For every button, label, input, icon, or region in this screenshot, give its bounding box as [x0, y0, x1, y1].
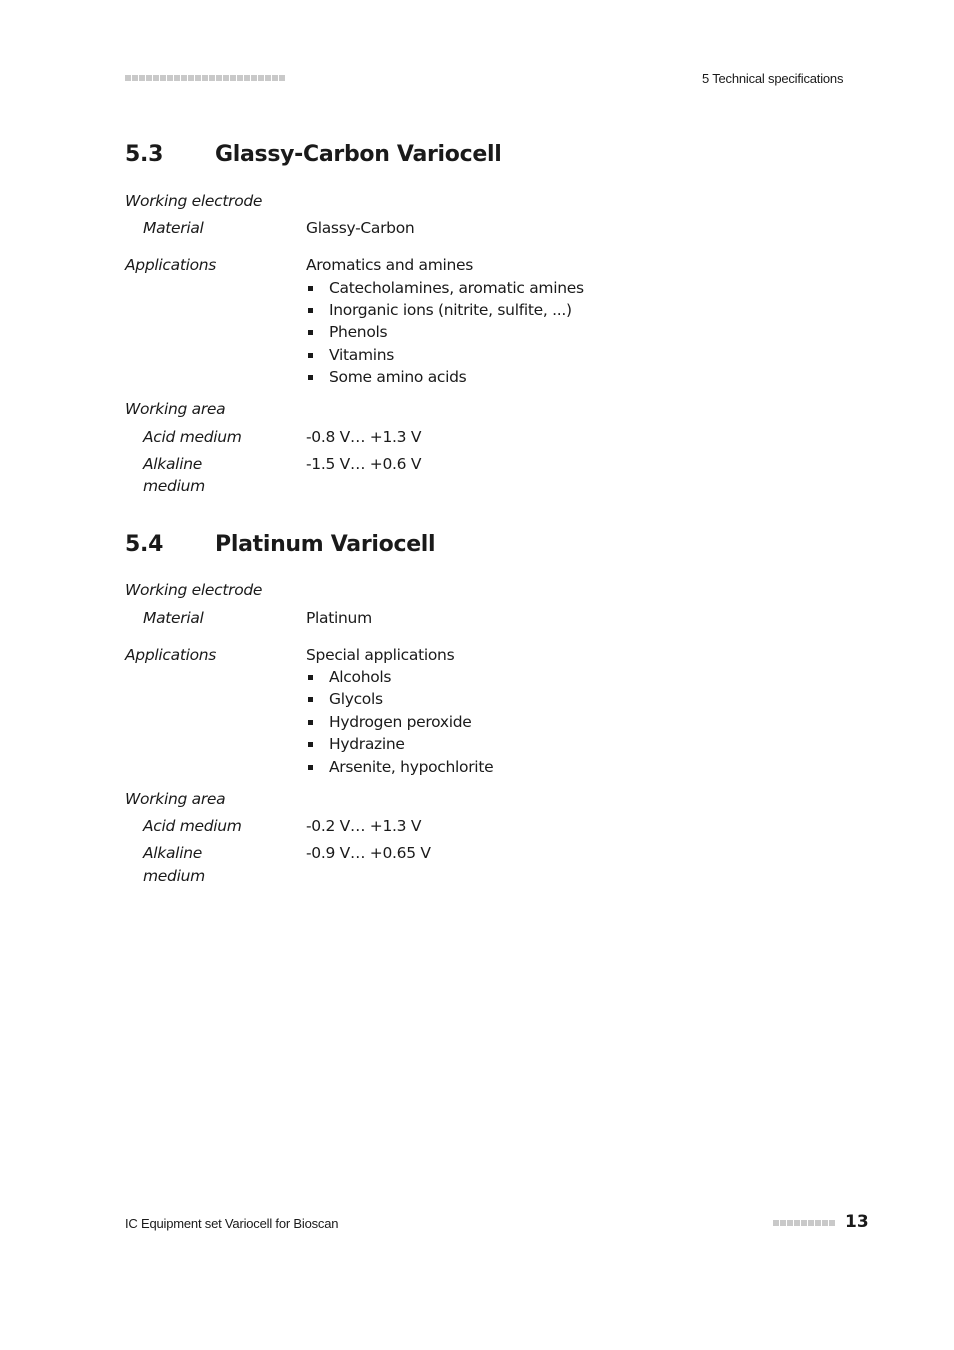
- list-item: Arsenite, hypochlorite: [329, 758, 494, 776]
- bullet-icon: [308, 697, 313, 702]
- alkaline-medium-label: Alkaline: [143, 455, 202, 473]
- section-title: Glassy-Carbon Variocell: [215, 142, 502, 167]
- material-label: Material: [143, 609, 204, 627]
- acid-medium-label: Acid medium: [143, 428, 242, 446]
- bullet-icon: [308, 675, 313, 680]
- page-number: 13: [845, 1212, 869, 1232]
- section-title: Platinum Variocell: [215, 532, 436, 557]
- list-item: Catecholamines, aromatic amines: [329, 279, 584, 297]
- alkaline-medium-label-line2: medium: [143, 867, 205, 885]
- working-electrode-label: Working electrode: [125, 192, 263, 210]
- bullet-icon: [308, 308, 313, 313]
- working-electrode-label: Working electrode: [125, 581, 263, 599]
- applications-intro: Aromatics and amines: [306, 256, 474, 274]
- list-item: Glycols: [329, 690, 383, 708]
- alkaline-medium-value: -0.9 V… +0.65 V: [306, 844, 431, 862]
- section-number: 5.4: [125, 532, 164, 557]
- header-decoration: [125, 75, 285, 81]
- acid-medium-label: Acid medium: [143, 817, 242, 835]
- bullet-icon: [308, 765, 313, 770]
- bullet-icon: [308, 742, 313, 747]
- applications-intro: Special applications: [306, 646, 455, 664]
- alkaline-medium-value: -1.5 V… +0.6 V: [306, 455, 422, 473]
- bullet-icon: [308, 353, 313, 358]
- material-value: Platinum: [306, 609, 372, 627]
- list-item: Some amino acids: [329, 368, 467, 386]
- list-item: Hydrazine: [329, 735, 405, 753]
- material-label: Material: [143, 219, 204, 237]
- bullet-icon: [308, 286, 313, 291]
- footer-document-title: IC Equipment set Variocell for Bioscan: [125, 1216, 339, 1231]
- header-chapter-title: 5 Technical specifications: [702, 71, 844, 86]
- bullet-icon: [308, 720, 313, 725]
- applications-label: Applications: [125, 646, 217, 664]
- bullet-icon: [308, 330, 313, 335]
- material-value: Glassy-Carbon: [306, 219, 415, 237]
- list-item: Alcohols: [329, 668, 392, 686]
- applications-label: Applications: [125, 256, 217, 274]
- working-area-label: Working area: [125, 790, 226, 808]
- list-item: Hydrogen peroxide: [329, 713, 472, 731]
- section-number: 5.3: [125, 142, 164, 167]
- footer-decoration: [773, 1220, 835, 1226]
- acid-medium-value: -0.8 V… +1.3 V: [306, 428, 422, 446]
- alkaline-medium-label-line2: medium: [143, 477, 205, 495]
- acid-medium-value: -0.2 V… +1.3 V: [306, 817, 422, 835]
- list-item: Inorganic ions (nitrite, sulfite, ...): [329, 301, 572, 319]
- list-item: Phenols: [329, 323, 388, 341]
- working-area-label: Working area: [125, 400, 226, 418]
- alkaline-medium-label: Alkaline: [143, 844, 202, 862]
- bullet-icon: [308, 375, 313, 380]
- list-item: Vitamins: [329, 346, 395, 364]
